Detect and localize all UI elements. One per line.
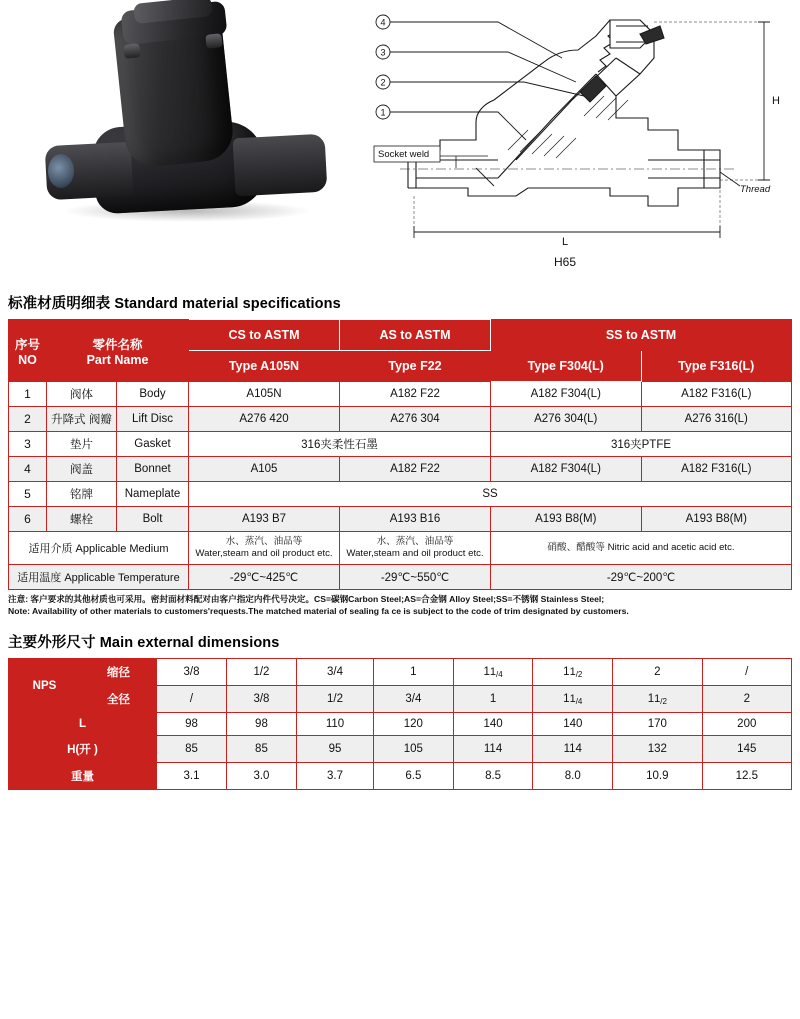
row-part-cn: 螺栓 [47, 507, 117, 532]
header-reduced: 缩径 [81, 659, 157, 686]
row-part-en: Lift Disc [117, 407, 189, 432]
cell-cs: A193 B7 [189, 507, 340, 532]
row-part-en: Bonnet [117, 457, 189, 482]
h-0: 85 [157, 736, 227, 763]
header-type-f316l: Type F316(L) [641, 351, 792, 382]
h-2: 95 [296, 736, 373, 763]
cell-nameplate-ss: SS [189, 482, 792, 507]
cell-ss-316: A193 B8(M) [641, 507, 792, 532]
cell-as: A182 F22 [340, 382, 491, 407]
cell-gasket-ptfe: 316夹PTFE [491, 432, 792, 457]
dim-header-full-row [9, 686, 792, 713]
note-cn: 注意: 客户要求的其他材质也可采用。密封面材料配对由客户指定内件代号决定。CS=碳钢Carbon Steel;AS=合金钢 Alloy Steel;SS=不锈钢 Stainless Steel; [8, 593, 605, 604]
w-0: 3.1 [157, 763, 227, 790]
header-type-f304l: Type F304(L) [491, 351, 642, 382]
header-type-a105n: Type A105N [189, 351, 340, 382]
row-part-en: Nameplate [117, 482, 189, 507]
full-2: 1/2 [296, 686, 373, 713]
l-1: 98 [226, 713, 296, 736]
callout-2: 2 [380, 77, 386, 88]
dim-row-l [9, 713, 792, 736]
cell-as: A193 B16 [340, 507, 491, 532]
row-part-en: Bolt [117, 507, 189, 532]
cell-as: A182 F22 [340, 457, 491, 482]
h-1: 85 [226, 736, 296, 763]
cell-temp-as: -29℃~550℃ [340, 564, 491, 589]
w-5: 8.0 [533, 763, 613, 790]
w-4: 8.5 [453, 763, 533, 790]
cell-gasket-graphite: 316夹柔性石墨 [189, 432, 491, 457]
header-type-f22: Type F22 [340, 351, 491, 382]
label-h: H [772, 95, 780, 107]
full-6: $11_{/2}$ [613, 686, 702, 713]
row-no: 1 [9, 382, 47, 407]
material-section-title: 标准材质明细表 Standard material specifications [8, 296, 341, 312]
figures-area [8, 0, 792, 278]
l-7: 200 [702, 713, 791, 736]
valve-photo [38, 4, 328, 230]
dim-header-reduced-row [9, 659, 792, 686]
row-part-cn: 铭牌 [47, 482, 117, 507]
row-no: 4 [9, 457, 47, 482]
table-row [9, 482, 792, 507]
row-label-weight: 重量 [9, 763, 157, 790]
label-socket-weld: Socket weld [378, 149, 430, 160]
l-3: 120 [374, 713, 454, 736]
w-3: 6.5 [374, 763, 454, 790]
header-group-ss: SS to ASTM [491, 320, 792, 351]
h-3: 105 [374, 736, 454, 763]
reduced-3: 1 [374, 659, 454, 686]
cell-medium-cs: 水、蒸汽、油品等 Water,steam and oil product etc. [189, 532, 340, 565]
cell-cs: A105N [189, 382, 340, 407]
h-4: 114 [453, 736, 533, 763]
full-5: $11_{/4}$ [533, 686, 613, 713]
row-part-en: Gasket [117, 432, 189, 457]
l-0: 98 [157, 713, 227, 736]
row-no: 6 [9, 507, 47, 532]
row-no: 3 [9, 432, 47, 457]
label-thread: Thread [740, 184, 771, 195]
cell-ss-316: A276 316(L) [641, 407, 792, 432]
callout-1: 1 [380, 107, 386, 118]
note-en: Note: Availability of other materials to customers'requests.The matched material of sealing fa ce is subject to the code of trim designated by customers. [8, 605, 629, 616]
cell-ss-316: A182 F316(L) [641, 382, 792, 407]
l-4: 140 [453, 713, 533, 736]
cell-cs: A276 420 [189, 407, 340, 432]
full-3: 3/4 [374, 686, 454, 713]
header-nps: NPS [9, 659, 81, 713]
cell-as: A276 304 [340, 407, 491, 432]
material-specifications-table [8, 319, 792, 590]
label-model: H65 [554, 255, 577, 269]
label-l: L [562, 236, 569, 248]
reduced-6: 2 [613, 659, 702, 686]
row-part-cn: 阀体 [47, 382, 117, 407]
table-row [9, 432, 792, 457]
reduced-0: 3/8 [157, 659, 227, 686]
table-header-row-1 [9, 320, 792, 351]
header-full: 全径 [81, 686, 157, 713]
cell-medium-as: 水、蒸汽、油品等 Water,steam and oil product etc. [340, 532, 491, 565]
reduced-2: 3/4 [296, 659, 373, 686]
table-row [9, 457, 792, 482]
row-label-l: L [9, 713, 157, 736]
table-row [9, 382, 792, 407]
material-notes [8, 594, 792, 617]
row-part-cn: 升降式 阀瓣 [47, 407, 117, 432]
main-dimensions-table [8, 658, 792, 790]
cell-temp-cs: -29℃~425℃ [189, 564, 340, 589]
l-2: 110 [296, 713, 373, 736]
w-7: 12.5 [702, 763, 791, 790]
w-1: 3.0 [226, 763, 296, 790]
row-no: 2 [9, 407, 47, 432]
header-group-as: AS to ASTM [340, 320, 491, 351]
row-part-cn: 阀盖 [47, 457, 117, 482]
row-label-h: H(开 ) [9, 736, 157, 763]
cell-ss-316: A182 F316(L) [641, 457, 792, 482]
cell-temp-ss: -29℃~200℃ [491, 564, 792, 589]
dimension-section-title: 主要外形尺寸 Main external dimensions [8, 635, 280, 652]
l-6: 170 [613, 713, 702, 736]
h-6: 132 [613, 736, 702, 763]
row-no: 5 [9, 482, 47, 507]
h-7: 145 [702, 736, 791, 763]
full-7: 2 [702, 686, 791, 713]
w-6: 10.9 [613, 763, 702, 790]
header-part-name: 零件名称 Part Name [47, 320, 189, 382]
reduced-5: $11_{/2}$ [533, 659, 613, 686]
applicable-medium-row [9, 532, 792, 565]
table-row [9, 507, 792, 532]
label-applicable-medium: 适用介质 Applicable Medium [9, 532, 189, 565]
cell-ss-304: A182 F304(L) [491, 457, 642, 482]
dim-row-weight [9, 763, 792, 790]
header-no: 序号 NO [9, 320, 47, 382]
table-row [9, 407, 792, 432]
cell-ss-304: A182 F304(L) [491, 382, 642, 407]
reduced-4: $11_{/4}$ [453, 659, 533, 686]
row-part-cn: 垫片 [47, 432, 117, 457]
valve-technical-drawing [348, 0, 792, 272]
label-applicable-temperature: 适用温度 Applicable Temperature [9, 564, 189, 589]
reduced-7: / [702, 659, 791, 686]
row-part-en: Body [117, 382, 189, 407]
cell-ss-304: A193 B8(M) [491, 507, 642, 532]
cell-ss-304: A276 304(L) [491, 407, 642, 432]
callout-4: 4 [380, 17, 386, 28]
w-2: 3.7 [296, 763, 373, 790]
reduced-1: 1/2 [226, 659, 296, 686]
header-group-cs: CS to ASTM [189, 320, 340, 351]
full-4: 1 [453, 686, 533, 713]
h-5: 114 [533, 736, 613, 763]
dim-row-h [9, 736, 792, 763]
cell-medium-ss: 硝酸、醋酸等 Nitric acid and acetic acid etc. [491, 532, 792, 565]
l-5: 140 [533, 713, 613, 736]
full-0: / [157, 686, 227, 713]
full-1: 3/8 [226, 686, 296, 713]
cell-cs: A105 [189, 457, 340, 482]
callout-3: 3 [380, 47, 386, 58]
applicable-temperature-row [9, 564, 792, 589]
